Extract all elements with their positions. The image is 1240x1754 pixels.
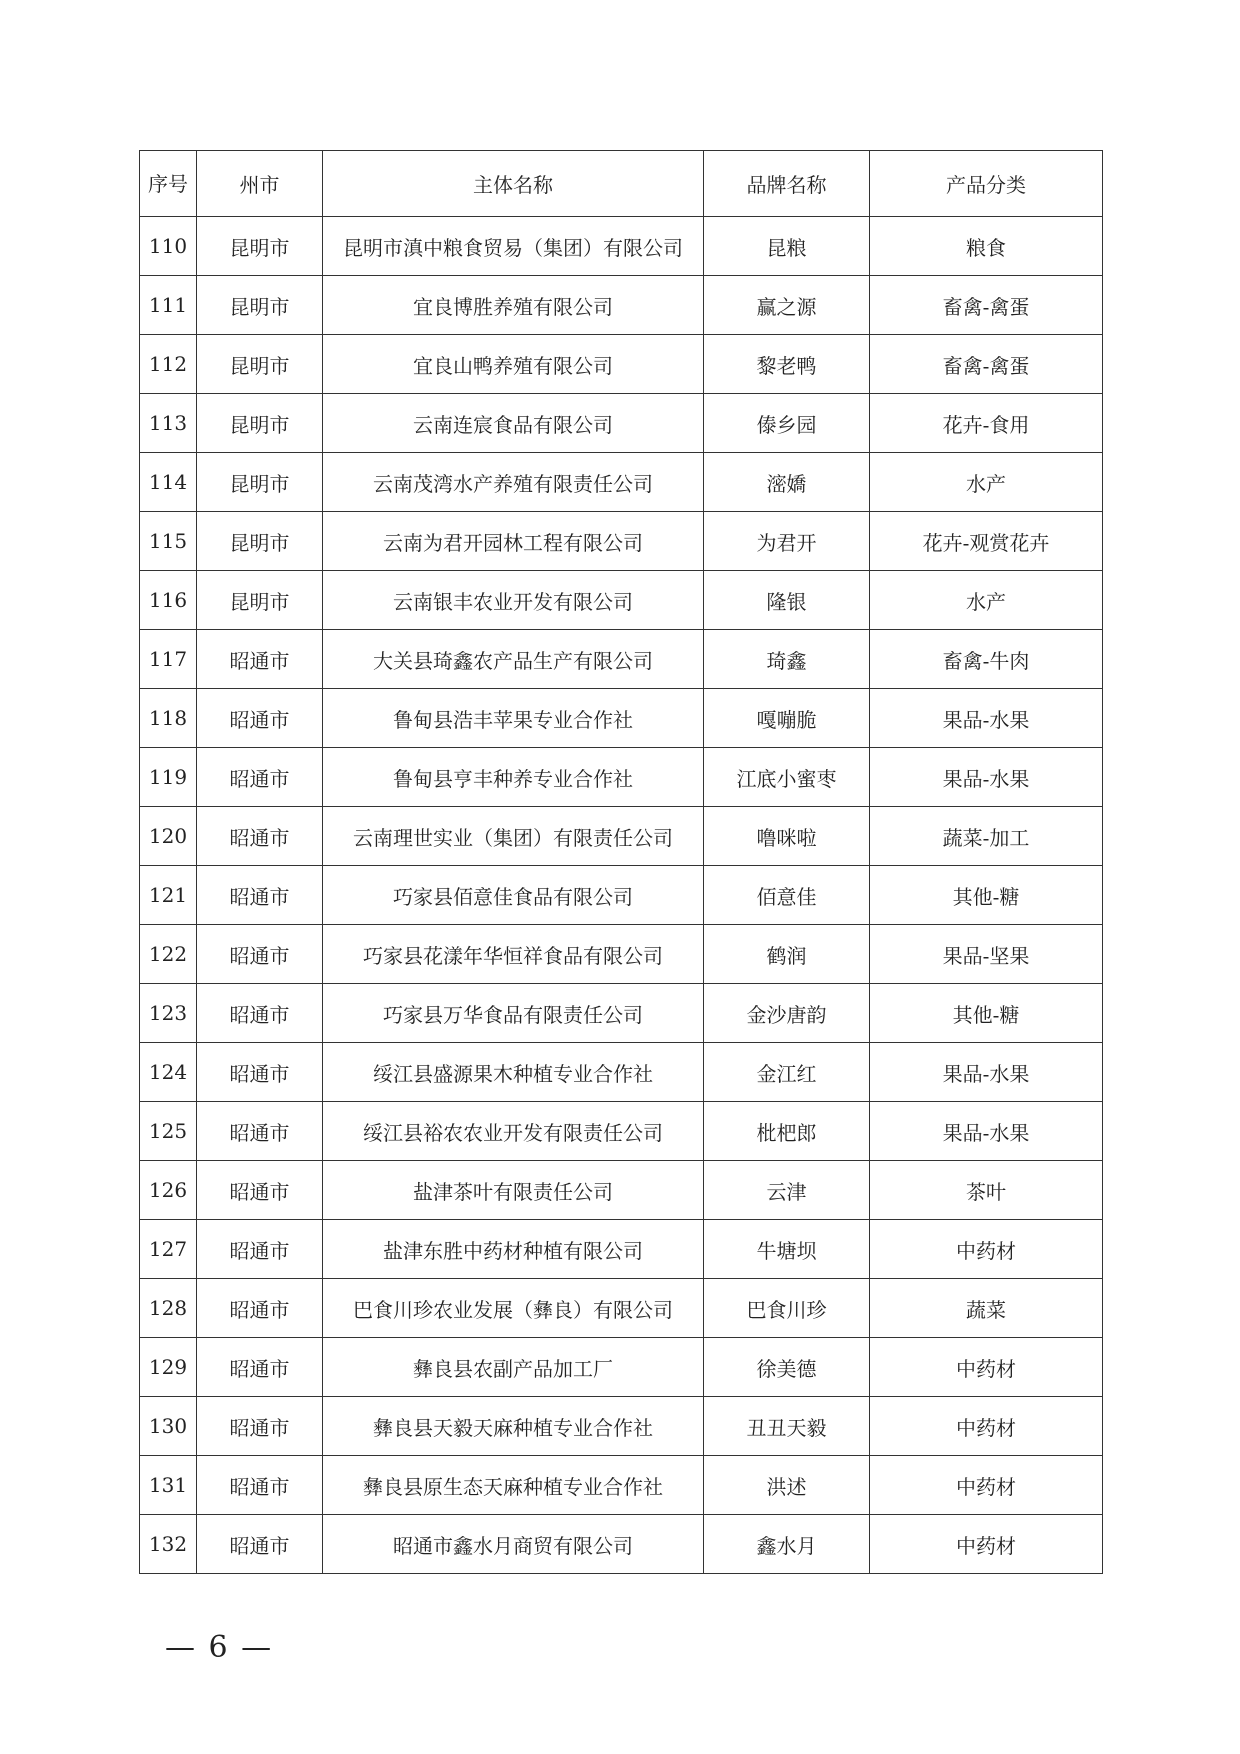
cell-city: 昭通市 <box>197 630 323 689</box>
cell-index: 117 <box>140 630 197 689</box>
cell-brand: 嘎嘣脆 <box>704 689 870 748</box>
cell-category: 中药材 <box>870 1220 1103 1279</box>
cell-brand: 佰意佳 <box>704 866 870 925</box>
cell-brand: 赢之源 <box>704 276 870 335</box>
table-row <box>140 748 1103 807</box>
table-row <box>140 571 1103 630</box>
cell-entity: 宜良博胜养殖有限公司 <box>323 276 704 335</box>
cell-index: 111 <box>140 276 197 335</box>
cell-city: 昆明市 <box>197 394 323 453</box>
cell-index: 130 <box>140 1397 197 1456</box>
header-category: 产品分类 <box>870 151 1103 217</box>
table-row <box>140 1161 1103 1220</box>
cell-entity: 绥江县裕农农业开发有限责任公司 <box>323 1102 704 1161</box>
cell-index: 129 <box>140 1338 197 1397</box>
cell-category: 果品-水果 <box>870 1102 1103 1161</box>
cell-index: 112 <box>140 335 197 394</box>
table-row <box>140 276 1103 335</box>
cell-entity: 鲁甸县浩丰苹果专业合作社 <box>323 689 704 748</box>
cell-index: 127 <box>140 1220 197 1279</box>
cell-index: 114 <box>140 453 197 512</box>
table-row <box>140 335 1103 394</box>
cell-category: 其他-糖 <box>870 866 1103 925</box>
cell-brand: 鑫水月 <box>704 1515 870 1574</box>
cell-category: 其他-糖 <box>870 984 1103 1043</box>
cell-entity: 巴食川珍农业发展（彝良）有限公司 <box>323 1279 704 1338</box>
cell-entity: 巧家县万华食品有限责任公司 <box>323 984 704 1043</box>
cell-entity: 彝良县天毅天麻种植专业合作社 <box>323 1397 704 1456</box>
cell-category: 茶叶 <box>870 1161 1103 1220</box>
cell-category: 水产 <box>870 453 1103 512</box>
cell-brand: 巴食川珍 <box>704 1279 870 1338</box>
cell-entity: 巧家县花漾年华恒祥食品有限公司 <box>323 925 704 984</box>
cell-index: 125 <box>140 1102 197 1161</box>
cell-city: 昭通市 <box>197 925 323 984</box>
table-row <box>140 453 1103 512</box>
cell-index: 119 <box>140 748 197 807</box>
cell-brand: 滵嬌 <box>704 453 870 512</box>
table-row <box>140 925 1103 984</box>
cell-city: 昭通市 <box>197 1397 323 1456</box>
table-row <box>140 1515 1103 1574</box>
cell-category: 畜禽-禽蛋 <box>870 335 1103 394</box>
cell-city: 昭通市 <box>197 1102 323 1161</box>
header-index: 序号 <box>140 151 197 217</box>
cell-index: 132 <box>140 1515 197 1574</box>
cell-category: 中药材 <box>870 1456 1103 1515</box>
cell-city: 昭通市 <box>197 1456 323 1515</box>
cell-category: 花卉-食用 <box>870 394 1103 453</box>
cell-index: 115 <box>140 512 197 571</box>
cell-brand: 傣乡园 <box>704 394 870 453</box>
cell-category: 水产 <box>870 571 1103 630</box>
table-row <box>140 807 1103 866</box>
cell-brand: 金沙唐韵 <box>704 984 870 1043</box>
table-row <box>140 1102 1103 1161</box>
cell-index: 121 <box>140 866 197 925</box>
cell-brand: 丑丑天毅 <box>704 1397 870 1456</box>
cell-brand: 牛塘坝 <box>704 1220 870 1279</box>
cell-city: 昆明市 <box>197 571 323 630</box>
cell-brand: 江底小蜜枣 <box>704 748 870 807</box>
cell-entity: 云南为君开园林工程有限公司 <box>323 512 704 571</box>
cell-category: 果品-水果 <box>870 689 1103 748</box>
cell-city: 昭通市 <box>197 807 323 866</box>
cell-city: 昭通市 <box>197 748 323 807</box>
cell-category: 中药材 <box>870 1515 1103 1574</box>
cell-brand: 枇杷郎 <box>704 1102 870 1161</box>
header-brand: 品牌名称 <box>704 151 870 217</box>
cell-entity: 盐津茶叶有限责任公司 <box>323 1161 704 1220</box>
table-header-row <box>140 151 1103 217</box>
cell-index: 123 <box>140 984 197 1043</box>
cell-city: 昭通市 <box>197 1043 323 1102</box>
cell-brand: 云津 <box>704 1161 870 1220</box>
table-row <box>140 689 1103 748</box>
page-number: — 6 — <box>165 1630 274 1665</box>
brand-list-table <box>139 150 1103 1574</box>
cell-category: 蔬菜-加工 <box>870 807 1103 866</box>
cell-category: 花卉-观赏花卉 <box>870 512 1103 571</box>
cell-brand: 隆银 <box>704 571 870 630</box>
cell-entity: 彝良县农副产品加工厂 <box>323 1338 704 1397</box>
table-row <box>140 512 1103 571</box>
table-body <box>140 217 1103 1574</box>
header-city: 州市 <box>197 151 323 217</box>
cell-entity: 云南理世实业（集团）有限责任公司 <box>323 807 704 866</box>
cell-entity: 昆明市滇中粮食贸易（集团）有限公司 <box>323 217 704 276</box>
table-row <box>140 394 1103 453</box>
cell-entity: 鲁甸县亨丰种养专业合作社 <box>323 748 704 807</box>
table-row <box>140 866 1103 925</box>
cell-category: 中药材 <box>870 1397 1103 1456</box>
table-row <box>140 630 1103 689</box>
cell-category: 果品-水果 <box>870 748 1103 807</box>
cell-entity: 宜良山鸭养殖有限公司 <box>323 335 704 394</box>
cell-brand: 金江红 <box>704 1043 870 1102</box>
cell-city: 昭通市 <box>197 866 323 925</box>
cell-brand: 噜咪啦 <box>704 807 870 866</box>
cell-city: 昭通市 <box>197 1220 323 1279</box>
cell-city: 昭通市 <box>197 689 323 748</box>
cell-brand: 昆粮 <box>704 217 870 276</box>
cell-entity: 云南连宸食品有限公司 <box>323 394 704 453</box>
cell-category: 粮食 <box>870 217 1103 276</box>
cell-city: 昆明市 <box>197 512 323 571</box>
cell-city: 昆明市 <box>197 453 323 512</box>
cell-brand: 洪述 <box>704 1456 870 1515</box>
cell-index: 122 <box>140 925 197 984</box>
cell-category: 畜禽-牛肉 <box>870 630 1103 689</box>
cell-index: 131 <box>140 1456 197 1515</box>
cell-category: 果品-坚果 <box>870 925 1103 984</box>
table-row <box>140 1338 1103 1397</box>
cell-brand: 为君开 <box>704 512 870 571</box>
table-row <box>140 1043 1103 1102</box>
cell-city: 昭通市 <box>197 1279 323 1338</box>
cell-category: 蔬菜 <box>870 1279 1103 1338</box>
table-row <box>140 1220 1103 1279</box>
cell-category: 果品-水果 <box>870 1043 1103 1102</box>
table-row <box>140 1456 1103 1515</box>
cell-index: 118 <box>140 689 197 748</box>
cell-index: 126 <box>140 1161 197 1220</box>
cell-category: 畜禽-禽蛋 <box>870 276 1103 335</box>
table-row <box>140 984 1103 1043</box>
cell-city: 昆明市 <box>197 217 323 276</box>
cell-index: 120 <box>140 807 197 866</box>
cell-entity: 云南茂湾水产养殖有限责任公司 <box>323 453 704 512</box>
cell-entity: 云南银丰农业开发有限公司 <box>323 571 704 630</box>
cell-index: 116 <box>140 571 197 630</box>
cell-city: 昆明市 <box>197 335 323 394</box>
cell-city: 昭通市 <box>197 1338 323 1397</box>
cell-index: 113 <box>140 394 197 453</box>
cell-city: 昭通市 <box>197 1515 323 1574</box>
table-row <box>140 1397 1103 1456</box>
cell-city: 昭通市 <box>197 984 323 1043</box>
cell-entity: 大关县琦鑫农产品生产有限公司 <box>323 630 704 689</box>
cell-brand: 鹤润 <box>704 925 870 984</box>
cell-entity: 昭通市鑫水月商贸有限公司 <box>323 1515 704 1574</box>
cell-entity: 盐津东胜中药材种植有限公司 <box>323 1220 704 1279</box>
table-row <box>140 1279 1103 1338</box>
cell-entity: 彝良县原生态天麻种植专业合作社 <box>323 1456 704 1515</box>
cell-brand: 琦鑫 <box>704 630 870 689</box>
cell-brand: 黎老鸭 <box>704 335 870 394</box>
cell-index: 128 <box>140 1279 197 1338</box>
cell-city: 昭通市 <box>197 1161 323 1220</box>
cell-category: 中药材 <box>870 1338 1103 1397</box>
table-row <box>140 217 1103 276</box>
cell-city: 昆明市 <box>197 276 323 335</box>
cell-index: 110 <box>140 217 197 276</box>
cell-index: 124 <box>140 1043 197 1102</box>
cell-brand: 徐美德 <box>704 1338 870 1397</box>
header-entity: 主体名称 <box>323 151 704 217</box>
cell-entity: 绥江县盛源果木种植专业合作社 <box>323 1043 704 1102</box>
cell-entity: 巧家县佰意佳食品有限公司 <box>323 866 704 925</box>
